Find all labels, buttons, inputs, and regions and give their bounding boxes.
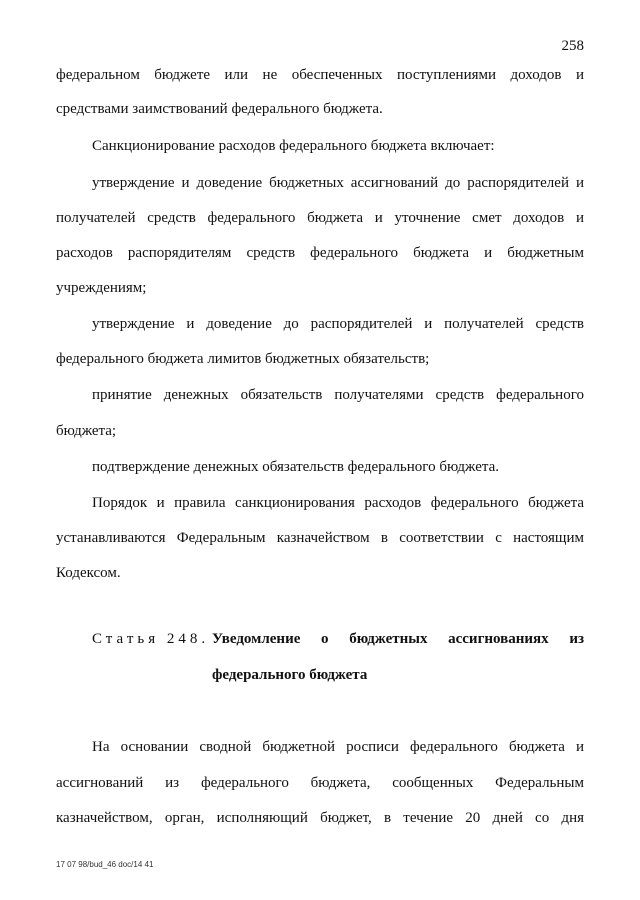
footer-file-ref: 17 07 98/bud_46 doc/14 41	[56, 860, 154, 869]
text-line: Кодексом.	[56, 565, 121, 581]
text-line: федерального бюджета лимитов бюджетных обязательств;	[56, 351, 430, 367]
article-title-line1: Уведомление о бюджетных ассигнованиях из	[212, 631, 584, 647]
page-number: 258	[561, 38, 584, 54]
text-line: ассигнований из федерального бюджета, сообщенных Федеральным	[56, 775, 584, 791]
article-title-line2: федерального бюджета	[212, 667, 368, 683]
text-line: казначейством, орган, исполняющий бюджет, в течение 20 дней со дня	[56, 810, 584, 826]
text-line: устанавливаются Федеральным казначейством в соответствии с настоящим	[56, 530, 584, 546]
text-line: утверждение и доведение до распорядителей и получателей средств	[92, 316, 584, 332]
text-line: Санкционирование расходов федерального бюджета включает:	[92, 138, 495, 154]
text-line: федеральном бюджете или не обеспеченных поступлениями доходов и	[56, 67, 584, 83]
text-line: получателей средств федерального бюджета и уточнение смет доходов и	[56, 210, 584, 226]
text-line: учреждениям;	[56, 280, 147, 296]
text-line: утверждение и доведение бюджетных ассигнований до распорядителей и	[92, 175, 584, 191]
text-line: подтверждение денежных обязательств федерального бюджета.	[92, 459, 499, 475]
text-line: На основании сводной бюджетной росписи федерального бюджета и	[92, 739, 584, 755]
text-line: бюджета;	[56, 423, 117, 439]
text-line: расходов распорядителям средств федерального бюджета и бюджетным	[56, 245, 584, 261]
text-line: средствами заимствований федерального бюджета.	[56, 101, 383, 117]
text-line: Порядок и правила санкционирования расходов федерального бюджета	[92, 495, 584, 511]
text-line: принятие денежных обязательств получателями средств федерального	[92, 387, 584, 403]
article-label: Статья 248.	[92, 631, 210, 647]
